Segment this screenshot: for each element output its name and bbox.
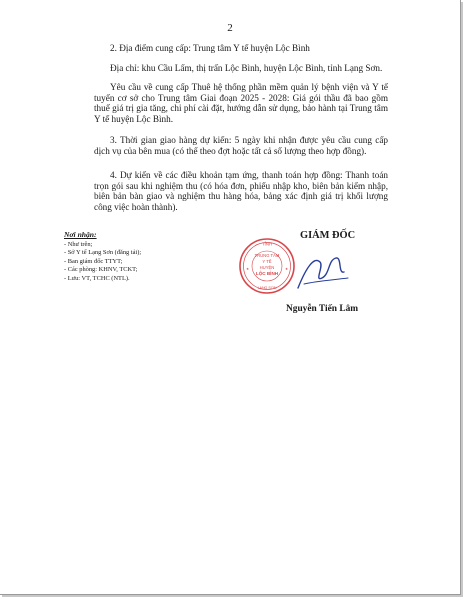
recipient-item: - Các phòng: KHNV, TCKT; <box>64 266 138 274</box>
svg-text:Y TẾ: Y TẾ <box>262 259 272 264</box>
delivery-time-paragraph: 3. Thời gian giao hàng dự kiến: 5 ngày khi nhận được yêu cầu cung cấp dịch vụ của bên mua (có thể theo đợt hoặc tất cả số lượng theo hợp đồng). <box>94 135 388 156</box>
svg-text:★: ★ <box>285 267 289 271</box>
service-requirement-paragraph: Yêu cầu về cung cấp Thuê hệ thống phần mềm quản lý bệnh viện và Y tế tuyến cơ sở cho Trung tâm Giai đoạn 2025 - 2028: Giá gói thầu đã bao gồm thuế giá trị gia tăng, chi phí cài đặt, hướng dẫn sử dụng, bảo hành tại Trung tâm Y tế huyện Lộc Bình. <box>94 82 388 124</box>
payment-terms-paragraph: 4. Dự kiến về các điều khoản tạm ứng, thanh toán hợp đồng: Thanh toán trọn gói sau khi nghiệm thu (có hóa đơn, phiếu nhập kho, biên bản kiểm nhập, biên bản bàn giao và nghiệm thu hàng hóa, bảng xác định giá trị khối lượng công việc hoàn thành). <box>94 170 388 212</box>
svg-text:TRUNG TÂM: TRUNG TÂM <box>254 253 280 258</box>
svg-text:★: ★ <box>246 267 250 271</box>
recipient-item: - Ban giám đốc TTYT; <box>64 257 123 265</box>
recipient-item: - Sở Y tế Lạng Sơn (đăng tải); <box>64 249 142 257</box>
recipient-item: - Lưu: VT, TCHC (NTL). <box>64 274 130 282</box>
delivery-location-line: 2. Địa điểm cung cấp: Trung tâm Y tế huyện Lộc Bình <box>110 43 310 53</box>
svg-text:TỈNH: TỈNH <box>261 241 273 247</box>
svg-text:LỘC BÌNH: LỘC BÌNH <box>255 271 279 276</box>
recipient-item: - Như trên; <box>64 240 93 248</box>
delivery-location-section <box>94 43 388 73</box>
official-stamp <box>238 237 296 295</box>
handwritten-signature <box>292 248 352 298</box>
recipients-title: Nơi nhận: <box>64 230 97 239</box>
svg-text:LẠNG SƠN: LẠNG SƠN <box>257 286 277 290</box>
signer-name: Nguyễn Tiến Lâm <box>286 304 359 314</box>
recipients-block <box>64 231 214 284</box>
director-title: GIÁM ĐỐC <box>300 230 356 241</box>
page-number: 2 <box>227 22 233 34</box>
svg-text:HUYỆN: HUYỆN <box>259 265 275 270</box>
delivery-address-line: Địa chỉ: khu Cầu Lấm, thị trấn Lộc Bình, huyện Lộc Bình, tỉnh Lạng Sơn. <box>110 62 383 73</box>
signature-block <box>228 222 403 322</box>
